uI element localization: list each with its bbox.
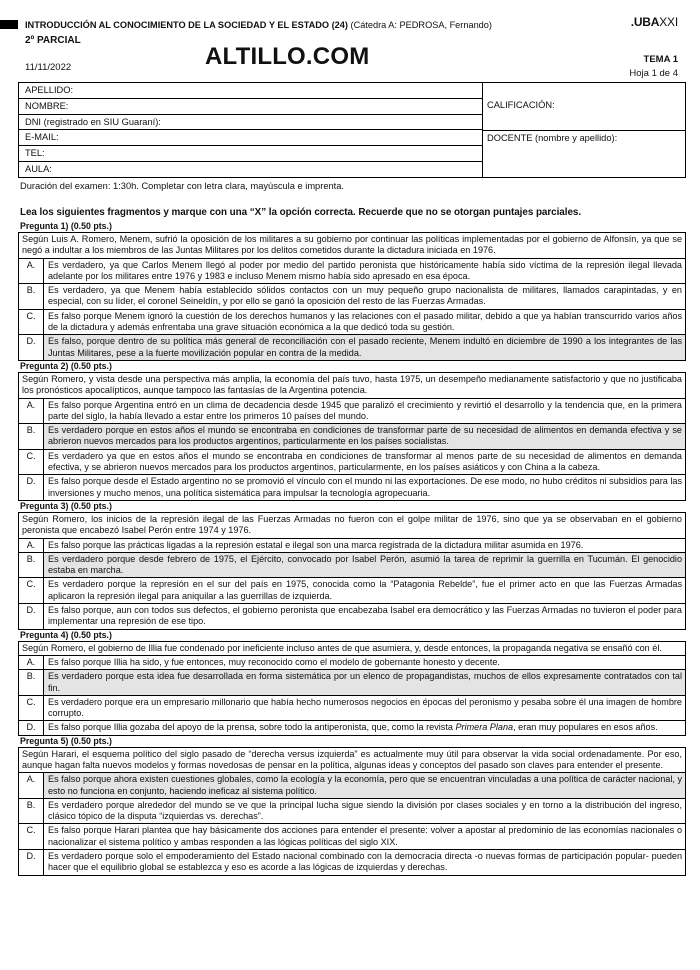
- question-box: [18, 747, 686, 876]
- option-letter: C.: [26, 579, 36, 590]
- question-box: [18, 372, 686, 501]
- question-box: [18, 641, 686, 736]
- option-text: Es falso porque, aun con todos sus defectos, el gobierno peronista que encabezaba Isabel era democrático y las Fuerzas Armadas no tuvieron el poder para implementar una represión de ese tipo.: [43, 604, 685, 629]
- question-stem: Según Romero, los inicios de la represión ilegal de las Fuerzas Armadas no fueron con el golpe militar de 1976, sino que ya se observaban en el gobierno peronista que encabezó Isabel Perón entre 1974 y 1976.: [19, 513, 685, 539]
- option-letter: C.: [26, 310, 36, 321]
- option-text: Es verdadero, ya que Menem había establecido sólidos contactos con un muy pequeño grupo nacionalista de militares, llamados carapintadas, y en especial, con su líder, el coronel Seineldín, y por ello se ganó la oposición del resto de las Fuerzas Armadas.: [43, 284, 685, 309]
- id-field-row[interactable]: AULA:: [25, 163, 52, 174]
- option-text: Es verdadero porque solo el empoderamiento del Estado nacional combinado con la democracia directa -o nuevas formas de participación popular- pueden hacer que el equilibrio global se establezca y eso es acorde a las lógicas de izquierdas y derechas.: [43, 850, 685, 875]
- option-text: Es falso porque Argentina entró en un clima de decadencia desde 1945 que paralizó el crecimiento y revirtió el desarrollo y la tendencia que, en la primera parte del siglo, la había llevado a estar entre los primeros 10 países del mundo.: [43, 399, 685, 424]
- option-text: Es falso porque ahora existen cuestiones globales, como la ecología y la economía, pero que se encuentran vinculadas a una política de carácter nacional, y esto no funciona en conjunto, haciendo ineficaz al sistema político.: [43, 773, 685, 798]
- question-label: Pregunta 5) (0.50 pts.): [20, 735, 112, 746]
- id-field-row[interactable]: DNI (registrado en SIU Guaraní):: [19, 115, 482, 131]
- option-text: Es falso porque Harari plantea que hay básicamente dos acciones para entender el presente: volver a apostar al predominio de las economías nacionales o nacionalizar el sistema político y ambas responden a las lógicas políticas del siglo XIX.: [43, 824, 685, 849]
- question-box: [18, 232, 686, 361]
- option-letter: A.: [26, 259, 36, 270]
- answer-option[interactable]: [19, 424, 685, 450]
- question-stem: Según Harari, el esquema político del siglo pasado de “derecha versus izquierda” es actualmente muy útil para observar la vida social ordenadamente. Por eso, aunque hagan falta nuevos modelos y formas novedosas de pensar en la política, algunas ideas y conceptos del pasado son claves para entender el presente.: [19, 748, 685, 774]
- option-letter: A.: [26, 539, 36, 550]
- uba-logo: .UBAXXI: [630, 15, 678, 29]
- question-box: [18, 512, 686, 630]
- id-fields: [19, 83, 483, 177]
- option-letter: A.: [26, 656, 36, 667]
- option-text: Es verdadero porque la represión en el sur del país en 1975, conocida como la “Patagonia Rebelde”, fue el primer acto en que las Fuerzas Armadas aplicaron la represión ilegal para aniquilar a las guerrillas de izquierda.: [43, 578, 685, 603]
- answer-option[interactable]: [19, 310, 685, 336]
- instructions: Lea los siguientes fragmentos y marque con una “X” la opción correcta. Recuerde que no se otorgan puntajes parciales.: [20, 207, 582, 218]
- question-stem: Según Luis A. Romero, Menem, sufrió la oposición de los militares a su gobierno por continuar las políticas implementadas por el gobierno de Alfonsín, ya que se negó a indultar a los miembros de las Juntas Militares por los delitos cometidos durante la dictadura iniciada en 1976.: [19, 233, 685, 259]
- option-text: Es falso porque Illia gozaba del apoyo de la prensa, sobre todo la antiperonista, que, como la revista Primera Plana, eran muy populares en esos años.: [43, 721, 685, 734]
- option-letter: D.: [26, 605, 36, 616]
- question-stem: Según Romero, el gobierno de Illia fue condenado por ineficiente incluso antes de que asumiera, y, desde entonces, la propaganda negativa se ensañó con él.: [19, 642, 685, 656]
- option-text: Es falso porque Illia ha sido, y fue entonces, muy reconocido como el modelo de gobernante honesto y decente.: [43, 656, 685, 669]
- question-label: Pregunta 2) (0.50 pts.): [20, 360, 112, 371]
- answer-option[interactable]: [19, 656, 685, 670]
- answer-option[interactable]: [19, 824, 685, 850]
- question-stem: Según Romero, y vista desde una perspectiva más amplia, la economía del país tuvo, hasta 1975, un desempeño medianamente satisfactorio y que no justificaba los pronósticos apocalípticos, aunque tampoco las fantasías de la Argentina potencia.: [19, 373, 685, 399]
- calificacion-label: CALIFICACIÓN:: [487, 100, 555, 110]
- option-letter: D.: [26, 476, 36, 487]
- exam-date: 11/11/2022: [25, 62, 72, 73]
- black-marker-bar: [0, 20, 18, 29]
- answer-option[interactable]: [19, 553, 685, 579]
- answer-option[interactable]: [19, 450, 685, 476]
- option-text: Es verdadero porque era un empresario millonario que había hecho numerosos negocios en épocas del peronismo y pesaba sobre él una imagen de hombre corrupto.: [43, 696, 685, 721]
- course-title: INTRODUCCIÓN AL CONOCIMIENTO DE LA SOCIEDAD Y EL ESTADO (24) (Cátedra A: PEDROSA, Fernando): [25, 20, 492, 30]
- answer-option[interactable]: [19, 721, 685, 734]
- option-letter: D.: [26, 722, 36, 733]
- option-text: Es verdadero porque alrededor del mundo se ve que la principal lucha sigue siendo la división por clases sociales y en torno a la distribución del ingreso, clásico tópico de la disputa “izquierdas vs. derechas”.: [43, 799, 685, 824]
- option-letter: B.: [26, 799, 36, 810]
- answer-option[interactable]: [19, 604, 685, 629]
- option-letter: A.: [26, 774, 36, 785]
- watermark-logo: ALTILLO.COM: [205, 43, 370, 70]
- option-letter: B.: [26, 553, 36, 564]
- option-letter: C.: [26, 825, 36, 836]
- answer-option[interactable]: [19, 399, 685, 425]
- question-label: Pregunta 3) (0.50 pts.): [20, 500, 112, 511]
- option-text: Es falso, porque dentro de su política más general de reconciliación con el pasado reciente, Menem indultó en diciembre de 1990 a los integrantes de las Juntas Militares, pese a la fuerte movilización popular en contra de la medida.: [43, 335, 685, 360]
- option-text: Es verdadero porque en estos años el mundo se encontraba en condiciones de transformar parte de su necesidad de alimentos en demanda efectiva y se abrieron nuevos mercados para los productos argentinos, particularmente en los países socialistas.: [43, 424, 685, 449]
- question-label: Pregunta 1) (0.50 pts.): [20, 221, 112, 231]
- answer-option[interactable]: [19, 773, 685, 799]
- option-letter: B.: [26, 285, 36, 296]
- docente-label: DOCENTE (nombre y apellido):: [487, 133, 618, 143]
- id-field-row[interactable]: TEL:: [19, 146, 482, 162]
- student-id-box: [18, 82, 686, 178]
- answer-option[interactable]: [19, 578, 685, 604]
- answer-option[interactable]: [19, 696, 685, 722]
- answer-option[interactable]: [19, 335, 685, 360]
- option-letter: D.: [26, 851, 36, 862]
- exam-title: 2º PARCIAL: [25, 35, 81, 46]
- answer-option[interactable]: [19, 799, 685, 825]
- option-text: Es falso porque Menem ignoró la cuestión de los derechos humanos y las relaciones con el pasado militar, debido a que ya habían transcurrido varios años de la dictadura y además enfrentaba una grave situación económica a la que dedicó toda su gestión.: [43, 310, 685, 335]
- tema-label: TEMA 1: [643, 54, 678, 65]
- questions-list: [18, 221, 686, 876]
- option-letter: C.: [26, 450, 36, 461]
- exam-duration: Duración del examen: 1:30h. Completar con letra clara, mayúscula e imprenta.: [20, 181, 345, 191]
- id-field-row[interactable]: E-MAIL:: [19, 130, 482, 146]
- option-text: Es verdadero porque desde febrero de 1975, el Ejército, convocado por Isabel Perón, asumió la tarea de reprimir la guerrilla en Tucumán. El genocidio estaba en marcha.: [43, 553, 685, 578]
- answer-option[interactable]: [19, 670, 685, 696]
- option-text: Es verdadero ya que en estos años el mundo se encontraba en condiciones de transformar al menos parte de su necesidad de alimentos en demanda efectiva, y se abrieron nuevos mercados para los productos argentinos, particularmente, en los países asiáticos y con China a la cabeza.: [43, 450, 685, 475]
- page-number: Hoja 1 de 4: [629, 68, 678, 79]
- option-letter: C.: [26, 696, 36, 707]
- answer-option[interactable]: [19, 259, 685, 285]
- option-text: Es verdadero, ya que Carlos Menem llegó al poder por medio del partido peronista que históricamente había sido víctima de la represión ilegal llevada adelante por los militares entre 1976 y 1983 e incluso Menem mismo había sido apresado en esa época.: [43, 259, 685, 284]
- answer-option[interactable]: [19, 539, 685, 553]
- answer-option[interactable]: [19, 284, 685, 310]
- option-letter: B.: [26, 671, 36, 682]
- option-text: Es falso porque desde el Estado argentino no se promovió el vínculo con el mundo ni las exportaciones. De ese modo, no hubo créditos ni subsidios para las inversiones y mucho menos, una política sistemática para impulsar la tecnología agropecuaria.: [43, 475, 685, 500]
- answer-option[interactable]: [19, 475, 685, 500]
- question-label: Pregunta 4) (0.50 pts.): [20, 629, 112, 640]
- id-field-row[interactable]: NOMBRE:: [19, 99, 482, 115]
- option-letter: A.: [26, 399, 36, 410]
- grading-box: [482, 83, 685, 177]
- option-letter: B.: [26, 425, 36, 436]
- option-text: Es verdadero porque esta idea fue desarrollada en forma sistemática por un elenco de propagandistas, muchos de ellos expresamente contratados con tal fin.: [43, 670, 685, 695]
- option-letter: D.: [26, 336, 36, 347]
- answer-option[interactable]: [19, 850, 685, 875]
- option-text: Es falso porque las prácticas ligadas a la represión estatal e ilegal son una marca registrada de la dictadura militar asumida en 1976.: [43, 539, 685, 552]
- id-field-row[interactable]: APELLIDO:: [19, 83, 482, 99]
